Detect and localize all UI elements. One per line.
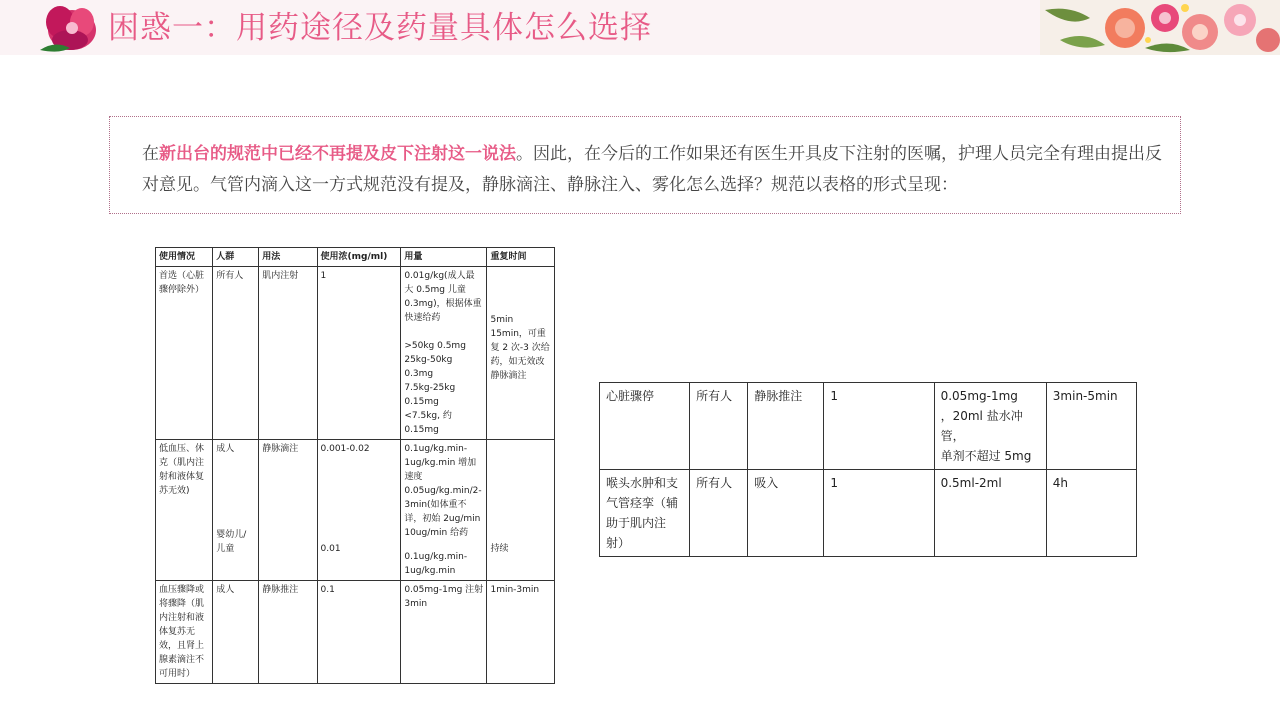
- repeat-text: 持续: [490, 544, 509, 554]
- header-cell: 重复时间: [487, 248, 555, 267]
- table-cell: 1: [317, 267, 401, 440]
- header-cell: 用法: [259, 248, 317, 267]
- dosage-table-right: [599, 382, 1137, 557]
- table-cell: [487, 440, 555, 581]
- table-cell: [401, 440, 487, 581]
- table-row: [156, 440, 555, 581]
- conc-text: 0.001-0.02: [320, 444, 370, 454]
- note-rest: 。因此，在今后的工作如果还有医生开具皮下注射的医嘱，护理人员完全有理由提出反对意见。气管内滴入这一方式规范没有提及，静脉滴注、静脉注入、雾化怎么选择？规范以表格的形式呈现：: [142, 144, 1162, 195]
- dose-text: 0.1ug/kg.min-1ug/kg.min 增加速度 0.05ug/kg.min/2-3min(如体重不详，初始 2ug/min 10ug/min 给药: [404, 444, 482, 538]
- dose-text: 0.1ug/kg.min-1ug/kg.min: [404, 552, 468, 576]
- table-cell: 所有人: [690, 383, 748, 470]
- dose-text: 0.3mg: [404, 369, 434, 379]
- note-highlight: 新出台的规范中已经不再提及皮下注射这一说法: [159, 144, 516, 164]
- table-cell: 静脉推注: [259, 581, 317, 684]
- table-cell: 0.05mg-1mg 注射 3min: [401, 581, 487, 684]
- dose-text: ，20ml 盐水冲管，: [940, 409, 1023, 443]
- header-cell: 使用浓(mg/ml): [317, 248, 401, 267]
- flower-decoration-left: [30, 0, 100, 55]
- table-cell: 血压骤降或将骤降（肌内注射和液体复苏无效，且肾上腺素滴注不可用时）: [156, 581, 213, 684]
- table-cell: 所有人: [690, 470, 748, 557]
- flower-decoration-right: [1040, 0, 1280, 55]
- note-prefix: 在: [142, 144, 159, 164]
- table-row: [600, 470, 1137, 557]
- dose-text: >50kg 0.5mg: [404, 341, 466, 351]
- table-cell: 心脏骤停: [600, 383, 690, 470]
- repeat-text: 5min 15min，可重复 2 次-3 次给药，如无效改静脉滴注: [490, 315, 550, 381]
- table-cell: 1min-3min: [487, 581, 555, 684]
- header-cell: 使用情况: [156, 248, 213, 267]
- table-cell: 1: [824, 383, 934, 470]
- table-cell: 所有人: [213, 267, 259, 440]
- table-cell: [317, 440, 401, 581]
- table-cell: 肌内注射: [259, 267, 317, 440]
- group-text: 婴幼儿/儿童: [216, 530, 247, 554]
- table-row: [600, 383, 1137, 470]
- header-cell: 用量: [401, 248, 487, 267]
- table-cell: 静脉推注: [748, 383, 824, 470]
- table-cell: 4h: [1046, 470, 1136, 557]
- table-cell: 3min-5min: [1046, 383, 1136, 470]
- dose-text: 单剂不超过 5mg: [940, 449, 1032, 463]
- note-box: [109, 116, 1181, 214]
- group-text: 成人: [216, 444, 235, 454]
- table-cell: 0.1: [317, 581, 401, 684]
- table-cell: 成人: [213, 581, 259, 684]
- dose-text: 7.5kg-25kg: [404, 383, 456, 393]
- dose-text: <7.5kg, 约 0.15mg: [404, 411, 452, 435]
- table-row: [156, 581, 555, 684]
- page-title: 困惑一：用药途径及药量具体怎么选择: [108, 10, 652, 46]
- table-cell: 1: [824, 470, 934, 557]
- dose-text: 0.15mg: [404, 397, 439, 407]
- table-cell: [213, 440, 259, 581]
- table-cell: [934, 383, 1046, 470]
- table-row: [156, 267, 555, 440]
- table-cell: 喉头水肿和支气管痉挛（辅助于肌内注射）: [600, 470, 690, 557]
- table-cell: 吸入: [748, 470, 824, 557]
- table-cell: 低血压、休克（肌内注射和液体复苏无效): [156, 440, 213, 581]
- table-header-row: [156, 248, 555, 267]
- header-cell: 人群: [213, 248, 259, 267]
- table-cell: 0.5ml-2ml: [934, 470, 1046, 557]
- conc-text: 0.01: [320, 544, 341, 554]
- dosage-table-left: [155, 247, 555, 684]
- table-cell: [487, 267, 555, 440]
- note-paragraph: [142, 139, 1162, 201]
- table-cell: 首选（心脏骤停除外）: [156, 267, 213, 440]
- dose-text: 0.01g/kg(成人最大 0.5mg 儿童 0.3mg)，根据体重快速给药: [404, 271, 482, 323]
- table-cell: [401, 267, 487, 440]
- table-cell: 静脉滴注: [259, 440, 317, 581]
- dose-text: 0.05mg-1mg: [940, 389, 1018, 403]
- dose-text: 25kg-50kg: [404, 355, 453, 365]
